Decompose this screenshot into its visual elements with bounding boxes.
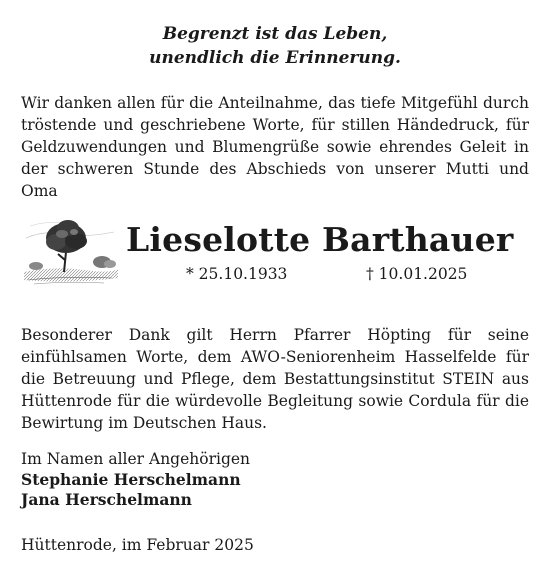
birth-date: * 25.10.1933	[186, 265, 288, 283]
motto-line-1: Begrenzt ist das Leben,	[162, 24, 388, 44]
deceased-name: Lieselotte Barthauer	[126, 220, 514, 259]
special-thanks-line: Hüttenrode für die würdevolle Begleitung sowie Cordula für	[21, 392, 500, 410]
thanks-paragraph	[21, 92, 529, 202]
signature-name: Stephanie Herschelmann	[21, 469, 241, 489]
place-and-date: Hüttenrode, im Februar 2025	[21, 536, 254, 554]
thanks-line: ehrendes Geleit in der schweren Stunde des Abschieds von	[21, 138, 529, 178]
special-thanks-line: die Bewirtung im Deutschen Haus.	[21, 392, 529, 432]
thanks-line: unserer Mutti und Oma	[21, 160, 529, 200]
signature-name: Jana Herschelmann	[21, 490, 192, 509]
thanks-line: Wir danken allen für die Anteilnahme, das tiefe Mitgefühl	[21, 94, 478, 112]
special-thanks-paragraph	[21, 324, 529, 434]
special-thanks-line: Besonderer Dank gilt Herrn Pfarrer Höpting für seine	[21, 326, 529, 344]
signature-block	[21, 449, 250, 511]
life-dates	[186, 264, 468, 284]
special-thanks-line: einfühlsamen Worte, dem AWO-Seniorenheim Hasselfelde für	[21, 348, 529, 366]
thanks-line: Händedruck, für Geldzuwendungen und Blumengrüße sowie	[21, 116, 529, 156]
signature-intro: Im Namen aller Angehörigen	[21, 450, 251, 468]
thanks-line: durch tröstende und geschriebene Worte, für stillen	[21, 94, 529, 134]
death-date: † 10.01.2025	[366, 265, 468, 283]
special-thanks-line: die Betreuung und Pflege, dem Bestattungsinstitut STEIN aus	[21, 370, 529, 388]
tree-landscape-icon	[24, 208, 118, 288]
motto	[0, 22, 550, 70]
motto-line-2: unendlich die Erinnerung.	[149, 48, 401, 68]
